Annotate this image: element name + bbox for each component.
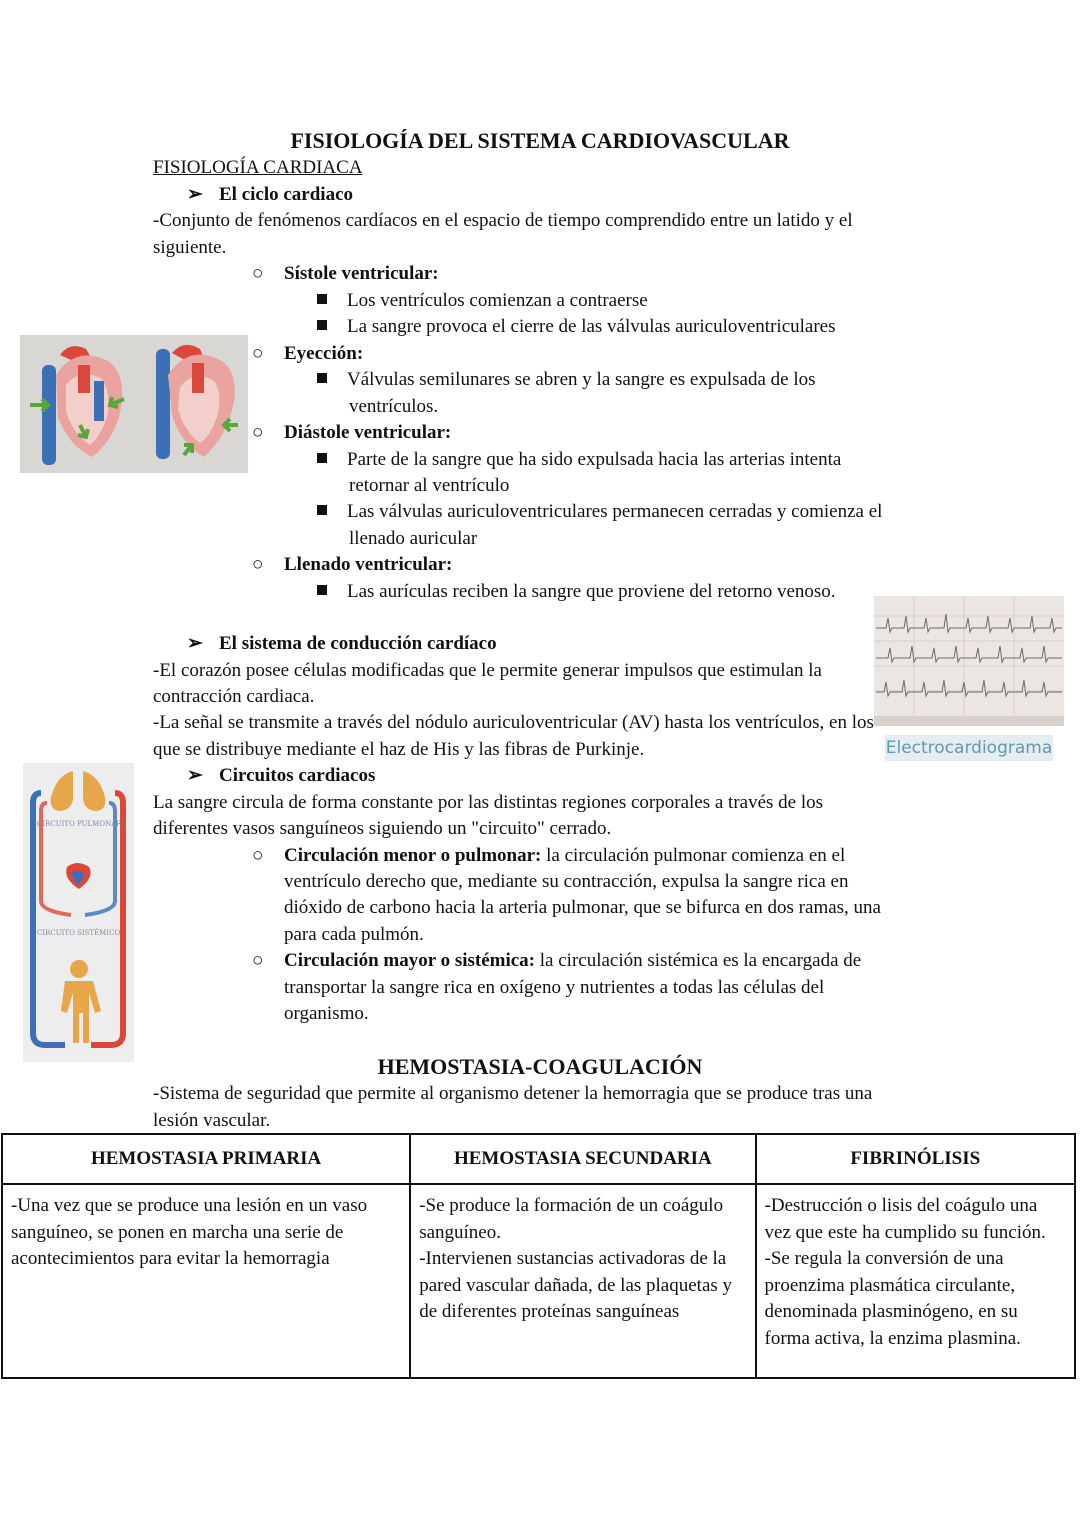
heart-cycle-illustration bbox=[20, 335, 248, 473]
table-header-row bbox=[2, 1134, 1075, 1184]
circulacion-mayor-line3: organismo. bbox=[284, 1003, 369, 1024]
cell-text: -Se regula la conversión de una proenzima plasmática circulante, denominada plasminógeno, en su forma activa, la enzima plasmina. bbox=[764, 1248, 1021, 1349]
ecg-drawing bbox=[874, 596, 1064, 726]
arrow-bullet-icon: ➢ bbox=[187, 633, 203, 654]
diastole-label-text: Diástole ventricular: bbox=[284, 422, 452, 443]
circulacion-menor-text1: la circulación pulmonar comienza en el bbox=[541, 845, 846, 866]
circle-bullet-icon: ○ bbox=[252, 845, 264, 866]
hemostasia-intro-line1: -Sistema de seguridad que permite al organismo detener la hemorragia que se produce tras una bbox=[153, 1083, 873, 1104]
eyeccion-bullet-1 bbox=[317, 367, 816, 393]
llenado-label bbox=[252, 552, 452, 578]
circle-bullet-icon: ○ bbox=[252, 343, 264, 364]
diastole-label bbox=[252, 420, 451, 446]
square-bullet-icon bbox=[317, 373, 327, 383]
table-row bbox=[2, 1184, 1075, 1378]
page-title: FISIOLOGÍA DEL SISTEMA CARDIOVASCULAR bbox=[290, 128, 790, 153]
table-cell-primaria bbox=[2, 1184, 410, 1378]
ecg-illustration bbox=[874, 596, 1064, 726]
square-bullet-icon bbox=[317, 320, 327, 330]
eyeccion-label-text: Eyección: bbox=[284, 343, 364, 364]
llenado-bullet-1 bbox=[317, 579, 836, 605]
section-heading-fisiologia-cardiaca: FISIOLOGÍA CARDIACA bbox=[153, 157, 363, 178]
cell-text: -Se produce la formación de un coágulo sanguíneo. bbox=[419, 1195, 724, 1243]
diastole-bullet-1-text: Parte de la sangre que ha sido expulsada hacia las arterias intenta bbox=[347, 449, 842, 470]
conduction-line3: -La señal se transmite a través del nódulo auriculoventricular (AV) hasta los ventrículos, en los bbox=[153, 712, 874, 733]
arrow-bullet-icon: ➢ bbox=[187, 184, 203, 205]
conduction-line2: contracción cardiaca. bbox=[153, 686, 315, 707]
heading-conduccion-text: El sistema de conducción cardíaco bbox=[219, 633, 497, 654]
hemostasia-title: HEMOSTASIA-COAGULACIÓN bbox=[377, 1054, 703, 1079]
diastole-bullet-2-text: Las válvulas auriculoventriculares permanecen cerradas y comienza el bbox=[347, 501, 883, 522]
circulation-circuit-illustration bbox=[23, 763, 134, 1062]
ecg-caption: Electrocardiograma bbox=[885, 735, 1053, 761]
eyeccion-bullet-1-text: Válvulas semilunares se abren y la sangre es expulsada de los bbox=[347, 369, 816, 390]
heading-ciclo-cardiaco bbox=[187, 182, 353, 208]
circulacion-mayor-label: Circulación mayor o sistémica: bbox=[284, 950, 536, 971]
heading-ciclo-cardiaco-text: El ciclo cardiaco bbox=[219, 184, 354, 205]
circulacion-mayor-text1: la circulación sistémica es la encargada de bbox=[535, 950, 862, 971]
diastole-bullet-2 bbox=[317, 499, 882, 525]
table-cell-fibrinolisis bbox=[756, 1184, 1075, 1378]
circuit-drawing bbox=[23, 763, 134, 1062]
cell-text: -Una vez que se produce una lesión en un vaso sanguíneo, se ponen en marcha una serie de acontecimientos para evitar la hemorragia bbox=[11, 1195, 368, 1269]
circulacion-mayor-line1 bbox=[252, 948, 861, 974]
circulacion-menor-line2: ventrículo derecho que, mediante su contracción, expulsa la sangre rica en bbox=[284, 871, 849, 892]
circle-bullet-icon: ○ bbox=[252, 554, 264, 575]
llenado-bullet-1-text: Las aurículas reciben la sangre que proviene del retorno venoso. bbox=[347, 581, 836, 602]
hemostasia-intro-line2: lesión vascular. bbox=[153, 1110, 271, 1131]
conduction-line1: -El corazón posee células modificadas que le permite generar impulsos que estimulan la bbox=[153, 660, 822, 681]
hemostasia-table bbox=[1, 1133, 1076, 1379]
heading-circuitos-text: Circuitos cardiacos bbox=[219, 765, 376, 786]
circle-bullet-icon: ○ bbox=[252, 950, 264, 971]
sistole-bullet-2 bbox=[317, 314, 836, 340]
square-bullet-icon bbox=[317, 585, 327, 595]
conduction-line4: que se distribuye mediante el haz de His y las fibras de Purkinje. bbox=[153, 739, 645, 760]
eyeccion-label bbox=[252, 341, 363, 367]
diastole-bullet-1-cont: retornar al ventrículo bbox=[349, 475, 510, 496]
heading-conduccion bbox=[187, 631, 497, 657]
circulacion-mayor-line2: transportar la sangre rica en oxígeno y nutrientes a todas las células del bbox=[284, 977, 825, 998]
circuit-label-pulmonar: CIRCUITO PULMONAR bbox=[37, 820, 122, 828]
cycle-intro-line1: -Conjunto de fenómenos cardíacos en el espacio de tiempo comprendido entre un latido y el bbox=[153, 210, 853, 231]
diastole-bullet-2-cont: llenado auricular bbox=[349, 528, 478, 549]
sistole-label-text: Sístole ventricular: bbox=[284, 263, 439, 284]
heading-circuitos bbox=[187, 763, 375, 789]
table-header-cell: FIBRINÓLISIS bbox=[756, 1134, 1075, 1184]
table-header-cell: HEMOSTASIA SECUNDARIA bbox=[410, 1134, 755, 1184]
circuits-line2: diferentes vasos sanguíneos siguiendo un "circuito" cerrado. bbox=[153, 818, 612, 839]
circulacion-menor-label: Circulación menor o pulmonar: bbox=[284, 845, 542, 866]
diastole-bullet-1 bbox=[317, 447, 841, 473]
square-bullet-icon bbox=[317, 294, 327, 304]
llenado-label-text: Llenado ventricular: bbox=[284, 554, 453, 575]
circulacion-menor-line4: para cada pulmón. bbox=[284, 924, 424, 945]
cell-text: -Destrucción o lisis del coágulo una vez que este ha cumplido su función. bbox=[764, 1195, 1046, 1243]
eyeccion-bullet-1-cont: ventrículos. bbox=[349, 396, 439, 417]
square-bullet-icon bbox=[317, 453, 327, 463]
cycle-intro-line2: siguiente. bbox=[153, 237, 227, 258]
table-header-cell: HEMOSTASIA PRIMARIA bbox=[2, 1134, 410, 1184]
circuits-line1: La sangre circula de forma constante por las distintas regiones corporales a través de los bbox=[153, 792, 824, 813]
table-cell-secundaria bbox=[410, 1184, 755, 1378]
circle-bullet-icon: ○ bbox=[252, 263, 264, 284]
sistole-bullet-1 bbox=[317, 288, 648, 314]
arrow-bullet-icon: ➢ bbox=[187, 765, 203, 786]
circulacion-menor-line3: dióxido de carbono hacia la arteria pulmonar, que se bifurca en dos ramas, una bbox=[284, 897, 881, 918]
cell-text: -Intervienen sustancias activadoras de la pared vascular dañada, de las plaquetas y de diferentes proteínas sanguíneas bbox=[419, 1248, 733, 1322]
circle-bullet-icon: ○ bbox=[252, 422, 264, 443]
heart-cycle-drawing bbox=[20, 335, 248, 473]
sistole-label bbox=[252, 261, 439, 287]
sistole-bullet-1-text: Los ventrículos comienzan a contraerse bbox=[347, 290, 648, 311]
circuit-label-sistemico: CIRCUITO SISTÉMICO bbox=[37, 929, 121, 937]
square-bullet-icon bbox=[317, 505, 327, 515]
sistole-bullet-2-text: La sangre provoca el cierre de las válvulas auriculoventriculares bbox=[347, 316, 836, 337]
circulacion-menor-line1 bbox=[252, 843, 845, 869]
